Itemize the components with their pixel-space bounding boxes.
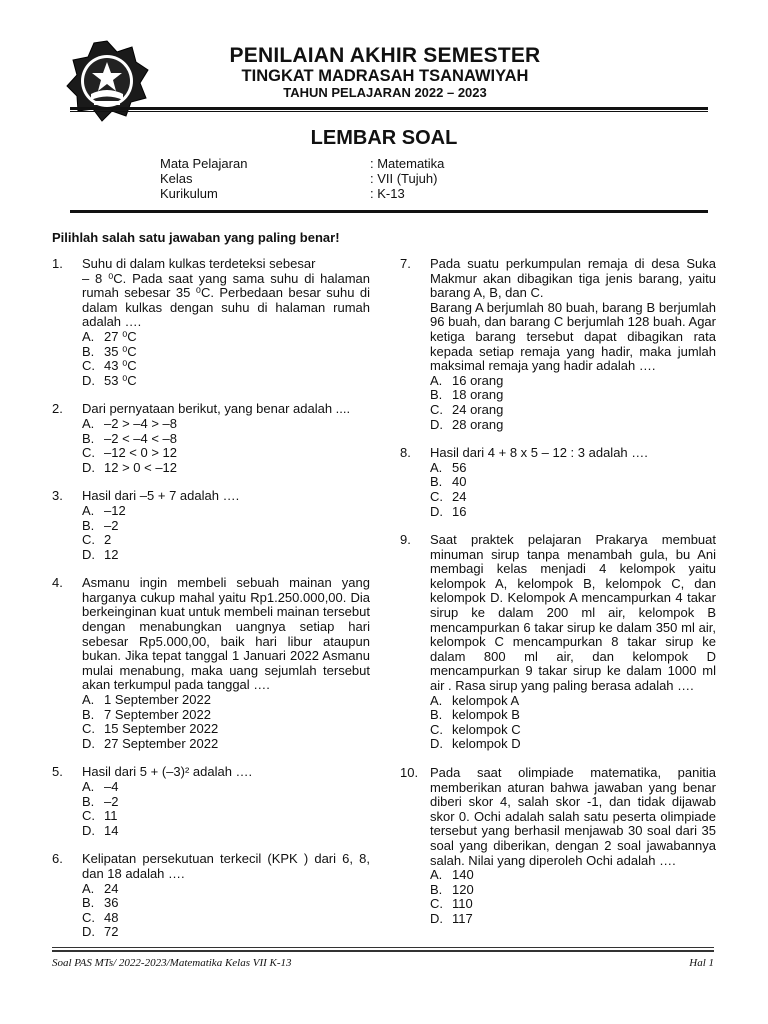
question-text: Pada suatu perkumpulan remaja di desa Suka Makmur akan dibagikan tiga jenis barang, yaitu barang A, B, dan C. <box>430 256 716 301</box>
option-c: C. 15 September 2022 <box>82 721 219 737</box>
footer-divider-thick <box>52 950 714 952</box>
questions-right-column <box>400 257 716 927</box>
meta-value: : VII (Tujuh) <box>370 171 438 186</box>
question-number: 8. <box>400 445 411 461</box>
question-8 <box>400 446 716 519</box>
option-c: C. 24 <box>430 488 467 504</box>
option-b: B. 18 orang <box>430 387 504 403</box>
question-number: 2. <box>52 401 63 417</box>
question-number: 1. <box>52 256 63 271</box>
meta-key: Kelas <box>160 171 193 186</box>
question-text: Suhu di dalam kulkas terdeteksi sebesar <box>82 256 316 271</box>
option-c: C. 2 <box>82 532 112 548</box>
question-number: 10. <box>400 765 419 780</box>
option-b: B. –2 < –4 < –8 <box>82 430 178 446</box>
option-b: B. –2 <box>82 517 119 533</box>
page-number: Hal 1 <box>689 957 714 969</box>
option-a: A. –12 <box>82 502 126 518</box>
question-text: Kelipatan persekutuan terkecil (KPK ) dari 6, 8, dan 18 adalah …. <box>82 851 370 881</box>
exam-meta <box>160 156 444 201</box>
option-b: B. 120 <box>430 881 474 897</box>
option-a: A. –4 <box>82 779 119 794</box>
question-number: 7. <box>400 256 411 271</box>
meta-key: Kurikulum <box>160 186 218 201</box>
question-text: – 8 ⁰C. Pada saat yang sama suhu di halaman rumah sebesar 35 ⁰C. Perbedaan besar suhu di dalam kulkas dengan suhu di halaman rumah adalah …. <box>82 270 370 330</box>
meta-value: : K-13 <box>370 186 405 201</box>
questions-left-column <box>52 257 370 940</box>
option-d: D. 28 orang <box>430 416 504 432</box>
question-text: Saat praktek pelajaran Prakarya membuat minuman sirup tanpa menambah gula, bu Ani membagi kelas menjadi 4 kelompok yaitu kelompok A, kelompok B, kelompok C, dan kelompok D. Kelompok A mencampurkan 4 takar sirup ke dalam 200 ml air, kelompok B mencampurkan 6 takar sirup ke dalam 350 ml air, kelompok C mencampurkan 8 takar sirup ke dalam 800 ml air, dan kelompok D mencampurkan 9 takar sirup ke dalam 1000 ml air . Rasa sirup yang paling berasa adalah …. <box>430 532 716 694</box>
question-2 <box>52 402 370 475</box>
option-a: A. 1 September 2022 <box>82 692 211 708</box>
option-a: A. –2 > –4 > –8 <box>82 415 178 431</box>
question-number: 4. <box>52 575 63 591</box>
option-d: D. 12 > 0 < –12 <box>82 459 178 475</box>
option-c: C. 11 <box>82 808 118 824</box>
question-7 <box>400 257 716 432</box>
meta-divider <box>70 210 708 213</box>
option-d: D. 117 <box>430 910 473 926</box>
option-a: A. 56 <box>430 459 467 475</box>
option-d: D. 53 ⁰C <box>82 372 137 388</box>
option-b: B. 7 September 2022 <box>82 706 211 722</box>
question-5 <box>52 765 370 838</box>
question-number: 5. <box>52 764 63 780</box>
option-a: A. 27 ⁰C <box>82 328 137 344</box>
option-a: A. 16 orang <box>430 372 504 388</box>
question-text: Barang A berjumlah 80 buah, barang B berjumlah 96 buah, dan barang C berjumlah 128 buah. Agar ketiga barang tersebut dapat dibagikan rata kepada setiap remaja yang hadir, maka jumlah maksimal remaja yang hadir adalah …. <box>430 299 716 374</box>
question-text: Hasil dari 4 + 8 x 5 – 12 : 3 adalah …. <box>430 445 648 461</box>
exam-title: PENILAIAN AKHIR SEMESTER <box>229 44 541 67</box>
option-a: A. kelompok A <box>430 692 520 708</box>
question-4 <box>52 576 370 751</box>
meta-key: Mata Pelajaran <box>160 156 248 171</box>
option-c: C. 43 ⁰C <box>82 358 137 374</box>
option-d: D. 72 <box>82 924 119 940</box>
meta-value: : Matematika <box>370 156 445 171</box>
option-c: C. kelompok C <box>430 721 521 737</box>
question-text: Pada saat olimpiade matematika, panitia memberikan aturan bahwa jawaban yang benar diberi skor 4, salah skor -1, dan tidak dijawab skor 0. Ochi adalah salah satu peserta olimpiade tersebut yang berhasil menjawab 30 soal dari 35 soal yang diberikan, dengan 2 soal jawabannya salah. Nilai yang diperoleh Ochi adalah …. <box>430 765 716 868</box>
question-text: Asmanu ingin membeli sebuah mainan yang harganya cukup mahal yaitu Rp1.250.000,00. Dia berkeinginan kuat untuk membeli mainan tersebut dengan menabungkan uangnya setiap hari sebesar Rp5.000,00, baik hari libur ataupun bukan. Jika tepat tanggal 1 Januari 2022 Asmanu mulai menabung, maka uang sejumlah tersebut akan terkumpul pada tanggal …. <box>82 575 370 693</box>
option-d: D. 12 <box>82 546 119 562</box>
option-b: B. 35 ⁰C <box>82 343 137 359</box>
meta-row-class <box>160 171 444 186</box>
question-number: 9. <box>400 532 411 548</box>
meta-row-subject <box>160 156 444 171</box>
question-text: Hasil dari –5 + 7 adalah …. <box>82 488 240 504</box>
option-c: C. 24 orang <box>430 401 504 417</box>
school-level: TINGKAT MADRASAH TSANAWIYAH <box>241 67 529 85</box>
question-6 <box>52 852 370 940</box>
option-c: C. 48 <box>82 909 119 925</box>
option-b: B. 36 <box>82 895 119 911</box>
option-a: A. 24 <box>82 880 119 896</box>
question-text: Dari pernyataan berikut, yang benar adalah .... <box>82 401 351 417</box>
question-9 <box>400 533 716 752</box>
question-10 <box>400 766 716 927</box>
option-d: D. 14 <box>82 822 119 838</box>
option-b: B. 40 <box>430 474 467 490</box>
option-d: D. 16 <box>430 503 467 519</box>
question-1 <box>52 257 370 388</box>
header-divider-thin <box>70 111 708 112</box>
sheet-title: LEMBAR SOAL <box>310 127 458 149</box>
instruction: Pilihlah salah satu jawaban yang paling benar! <box>52 230 340 245</box>
question-number: 3. <box>52 488 63 504</box>
footer-divider <box>52 947 714 948</box>
option-c: C. –12 < 0 > 12 <box>82 445 178 461</box>
footer-doc-info: Soal PAS MTs/ 2022-2023/Matematika Kelas VII K-13 <box>52 957 292 969</box>
question-3 <box>52 489 370 562</box>
academic-year: TAHUN PELAJARAN 2022 – 2023 <box>283 85 487 100</box>
header-divider <box>70 107 708 110</box>
option-d: D. 27 September 2022 <box>82 735 219 751</box>
option-b: B. kelompok B <box>430 707 520 723</box>
option-b: B. –2 <box>82 793 119 809</box>
meta-row-curriculum <box>160 186 444 201</box>
question-number: 6. <box>52 851 63 867</box>
option-d: D. kelompok D <box>430 736 521 752</box>
option-a: A. 140 <box>430 867 474 883</box>
question-text: Hasil dari 5 + (–3)² adalah …. <box>82 764 253 780</box>
option-c: C. 110 <box>430 896 473 912</box>
